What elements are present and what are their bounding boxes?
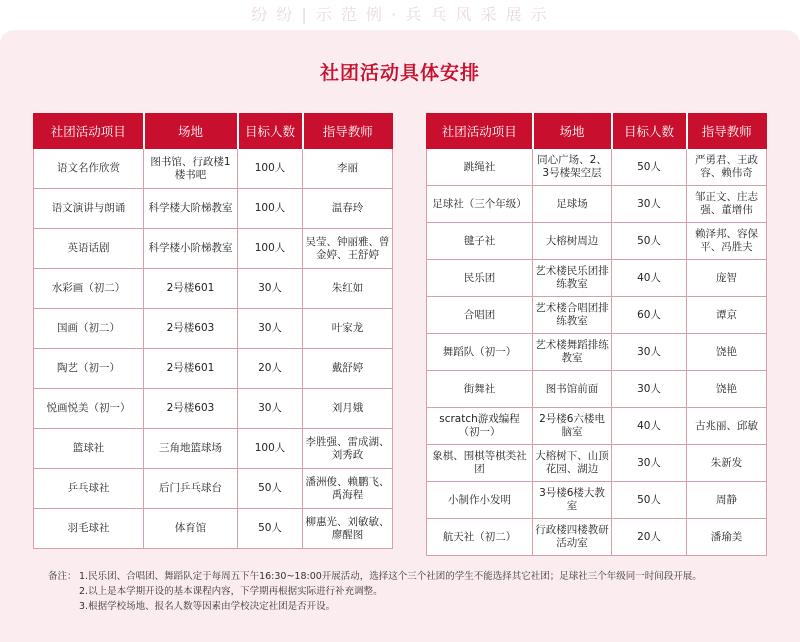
header-target-count: 目标人数	[238, 114, 303, 149]
left-table-body	[34, 149, 393, 549]
target-count-cell: 50人	[612, 482, 687, 519]
target-count-cell: 30人	[238, 269, 303, 309]
activity-cell: scratch游戏编程（初一）	[427, 408, 533, 445]
teacher-cell: 朱新发	[687, 445, 767, 482]
table-row	[427, 519, 767, 556]
table-row	[427, 149, 767, 186]
activity-cell: 街舞社	[427, 371, 533, 408]
venue-cell: 艺术楼合唱团排练教室	[533, 297, 612, 334]
target-count-cell: 50人	[612, 149, 687, 186]
activity-cell: 足球社（三个年级）	[427, 186, 533, 223]
venue-cell: 图书馆前面	[533, 371, 612, 408]
target-count-cell: 30人	[612, 445, 687, 482]
target-count-cell: 100人	[238, 429, 303, 469]
teacher-cell: 叶家龙	[303, 309, 393, 349]
header-target-count: 目标人数	[612, 114, 687, 149]
table-row	[34, 229, 393, 269]
teacher-cell: 邹正文、庄志强、董增伟	[687, 186, 767, 223]
table-row	[427, 371, 767, 408]
right-table-body	[427, 149, 767, 556]
table-row	[34, 509, 393, 549]
venue-cell: 2号楼603	[144, 389, 238, 429]
table-header-row	[34, 114, 393, 149]
table-row	[34, 189, 393, 229]
table-row	[34, 269, 393, 309]
venue-cell: 图书馆、行政楼1楼书吧	[144, 149, 238, 189]
note-line	[48, 569, 793, 584]
table-row	[34, 389, 393, 429]
top-faded-text: 纷 纷 | 示 范 例 · 兵 乓 风 采 展 示	[251, 5, 549, 24]
teacher-cell: 刘月娥	[303, 389, 393, 429]
activity-cell: 毽子社	[427, 223, 533, 260]
target-count-cell: 30人	[612, 371, 687, 408]
target-count-cell: 100人	[238, 189, 303, 229]
table-row	[427, 186, 767, 223]
activity-cell: 陶艺（初一）	[34, 349, 144, 389]
activity-cell: 跳绳社	[427, 149, 533, 186]
teacher-cell: 温春玲	[303, 189, 393, 229]
teacher-cell: 饶艳	[687, 334, 767, 371]
activity-cell: 航天社（初二）	[427, 519, 533, 556]
table-row	[34, 349, 393, 389]
header-activity: 社团活动项目	[427, 114, 533, 149]
target-count-cell: 30人	[612, 334, 687, 371]
activity-cell: 合唱团	[427, 297, 533, 334]
activity-cell: 小制作小发明	[427, 482, 533, 519]
teacher-cell: 潘瑜美	[687, 519, 767, 556]
header-teacher: 指导教师	[687, 114, 767, 149]
teacher-cell: 李丽	[303, 149, 393, 189]
target-count-cell: 50人	[238, 509, 303, 549]
target-count-cell: 30人	[612, 186, 687, 223]
target-count-cell: 40人	[612, 408, 687, 445]
teacher-cell: 戴舒婷	[303, 349, 393, 389]
top-banner-strip	[0, 0, 800, 30]
activity-cell: 英语话剧	[34, 229, 144, 269]
note-line	[48, 599, 793, 614]
target-count-cell: 30人	[238, 309, 303, 349]
venue-cell: 2号楼603	[144, 309, 238, 349]
venue-cell: 艺术楼舞蹈排练教室	[533, 334, 612, 371]
table-row	[427, 408, 767, 445]
target-count-cell: 40人	[612, 260, 687, 297]
header-venue: 场地	[533, 114, 612, 149]
venue-cell: 2号楼601	[144, 349, 238, 389]
activity-cell: 民乐团	[427, 260, 533, 297]
note-text: 2.以上是本学期开设的基本课程内容，下学期再根据实际进行补充调整。	[79, 586, 383, 597]
activity-cell: 羽毛球社	[34, 509, 144, 549]
notes-label: 备注：	[48, 571, 77, 582]
teacher-cell: 古兆丽、邱敏	[687, 408, 767, 445]
venue-cell: 三角地篮球场	[144, 429, 238, 469]
target-count-cell: 20人	[612, 519, 687, 556]
note-text: 1.民乐团、合唱团、舞蹈队定于每周五下午16:30~18:00开展活动，选择这个三个社团的学生不能选择其它社团；足球社三个年级同一时间段开展。	[79, 571, 702, 582]
table-row	[427, 223, 767, 260]
target-count-cell: 50人	[612, 223, 687, 260]
activity-cell: 悦画悦美（初一）	[34, 389, 144, 429]
venue-cell: 体育馆	[144, 509, 238, 549]
table-row	[34, 309, 393, 349]
venue-cell: 同心广场、2、3号楼架空层	[533, 149, 612, 186]
target-count-cell: 60人	[612, 297, 687, 334]
table-row	[427, 482, 767, 519]
target-count-cell: 100人	[238, 229, 303, 269]
venue-cell: 大榕树下、山顶花园、湖边	[533, 445, 612, 482]
table-row	[427, 260, 767, 297]
activity-cell: 水彩画（初二）	[34, 269, 144, 309]
teacher-cell: 吴莹、钟丽雅、曾金婷、王舒婷	[303, 229, 393, 269]
activity-cell: 乒乓球社	[34, 469, 144, 509]
table-row	[34, 469, 393, 509]
table-row	[427, 297, 767, 334]
venue-cell: 2号楼601	[144, 269, 238, 309]
target-count-cell: 50人	[238, 469, 303, 509]
venue-cell: 行政楼四楼教研活动室	[533, 519, 612, 556]
activity-cell: 语文名作欣赏	[34, 149, 144, 189]
activity-cell: 国画（初二）	[34, 309, 144, 349]
notes-section	[48, 569, 793, 614]
table-row	[34, 429, 393, 469]
page-title: 社团活动具体安排	[319, 62, 480, 84]
venue-cell: 3号楼6楼大教室	[533, 482, 612, 519]
teacher-cell: 谭京	[687, 297, 767, 334]
table-row	[427, 445, 767, 482]
teacher-cell: 柳惠光、刘敏敏、廖醒图	[303, 509, 393, 549]
table-header-row	[427, 114, 767, 149]
header-venue: 场地	[144, 114, 238, 149]
activity-cell: 语文演讲与朗诵	[34, 189, 144, 229]
teacher-cell: 朱红如	[303, 269, 393, 309]
activity-cell: 篮球社	[34, 429, 144, 469]
venue-cell: 2号楼6六楼电脑室	[533, 408, 612, 445]
venue-cell: 大榕树周边	[533, 223, 612, 260]
teacher-cell: 李胜强、雷成湖、刘秀政	[303, 429, 393, 469]
teacher-cell: 严勇君、王政容、赖伟奇	[687, 149, 767, 186]
venue-cell: 足球场	[533, 186, 612, 223]
table-row	[427, 334, 767, 371]
header-activity: 社团活动项目	[34, 114, 144, 149]
note-text: 3.根据学校场地、报名人数等因素由学校决定社团是否开设。	[79, 601, 336, 612]
venue-cell: 后门乒乓球台	[144, 469, 238, 509]
venue-cell: 艺术楼民乐团排练教室	[533, 260, 612, 297]
teacher-cell: 潘洲俊、赖鹏飞、禹海程	[303, 469, 393, 509]
target-count-cell: 30人	[238, 389, 303, 429]
teacher-cell: 庞智	[687, 260, 767, 297]
venue-cell: 科学楼小阶梯教室	[144, 229, 238, 269]
teacher-cell: 饶艳	[687, 371, 767, 408]
header-teacher: 指导教师	[303, 114, 393, 149]
target-count-cell: 100人	[238, 149, 303, 189]
table-row	[34, 149, 393, 189]
target-count-cell: 20人	[238, 349, 303, 389]
teacher-cell: 赖泽邦、容保平、冯胜夫	[687, 223, 767, 260]
activity-cell: 舞蹈队（初一）	[427, 334, 533, 371]
right-activity-table	[426, 113, 767, 556]
left-activity-table	[33, 113, 393, 549]
activity-cell: 象棋、围棋等棋类社团	[427, 445, 533, 482]
venue-cell: 科学楼大阶梯教室	[144, 189, 238, 229]
teacher-cell: 周静	[687, 482, 767, 519]
note-line	[48, 584, 793, 599]
